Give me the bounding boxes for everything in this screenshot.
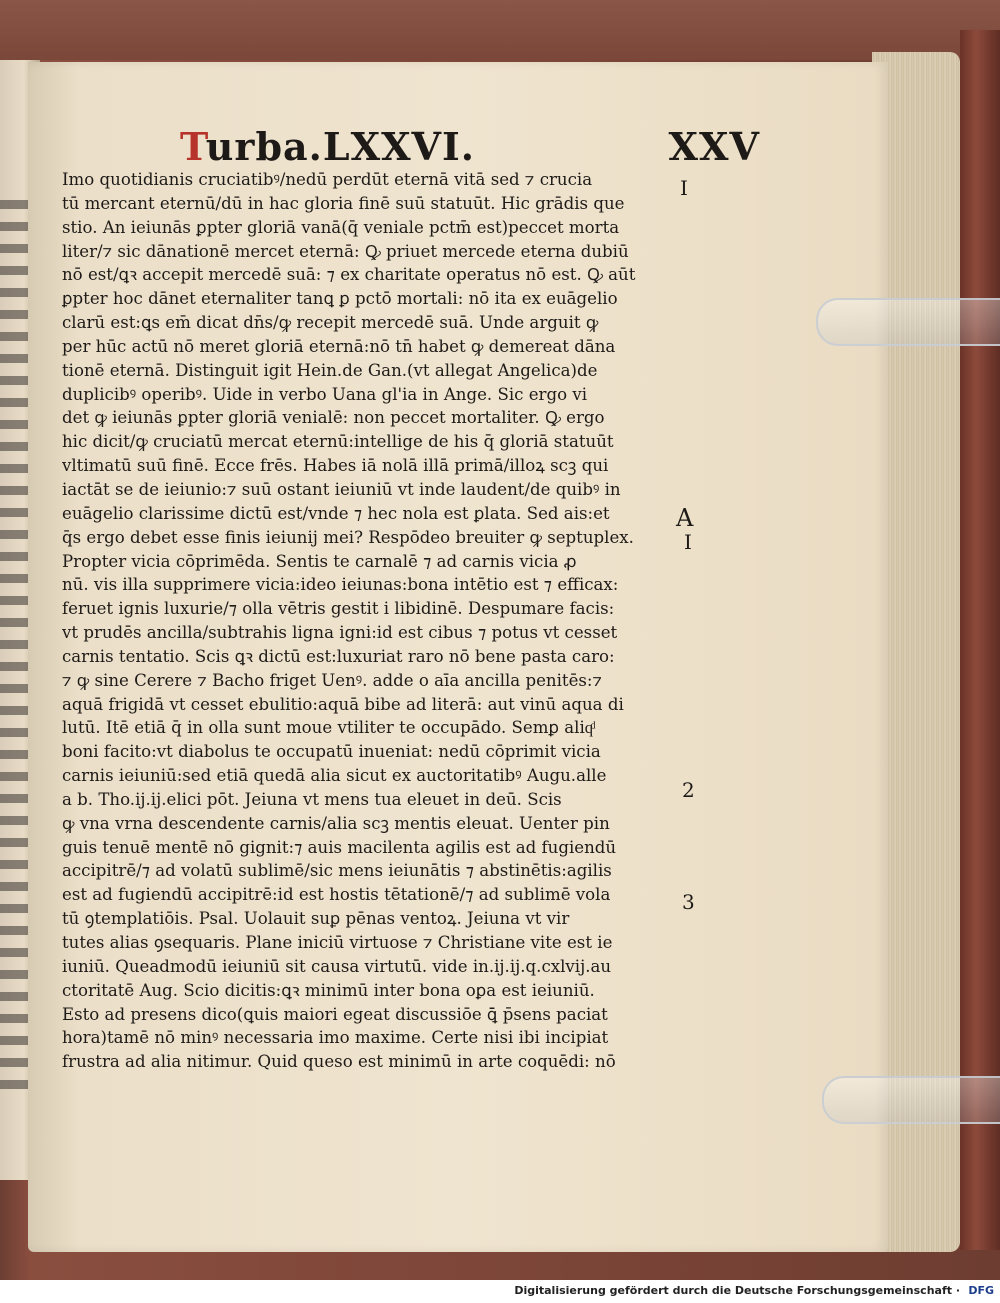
text-line: tū mercant eternū/dū in hac gloria finē suū statuūt. Hic grādis que (62, 193, 625, 213)
text-line: per hūc actū nō meret gloriā eternā:nō tn̄ habet ꝙ demereat dāna (62, 336, 616, 356)
marginal-note: I (680, 176, 688, 200)
text-line: hora)tamē nō minꝰ necessaria imo maxime. Certe nisi ibi incipiat (62, 1028, 609, 1048)
text-line: carnis ieiuniū:sed etiā quedā alia sicut ex auctoritatibꝰ Augu.alle (62, 766, 607, 786)
text-line: vltimatū suū finē. Ecce frēs. Habes iā nolā illā primā/illoꝝ scꝫ qui (62, 456, 609, 476)
marginal-note: I (684, 530, 692, 554)
book-binding (960, 30, 1000, 1250)
text-line: frustra ad alia nitimur. Quid queso est minimū in arte coquēdi: nō (62, 1052, 616, 1072)
text-line: carnis tentatio. Scis ꝗꝛ dictū est:luxuriat raro nō bene pasta caro: (62, 646, 615, 666)
text-line: q̄s ergo debet esse finis ieiunij mei? Respōdeo breuiter ꝙ septuplex. (62, 527, 634, 547)
text-line: tutes alias ꝯsequaris. Plane iniciū virtuose ⁊ Christiane vite est ie (62, 933, 613, 952)
text-line: stio. An ieiunās ꝑpter gloriā vanā(q̄ veniale pctm̄ est)peccet morta (62, 217, 620, 237)
marginal-note: 3 (682, 890, 695, 914)
dfg-logo: DFG (968, 1284, 994, 1297)
text-line: a b. Tho.ij.ij.elici pōt. Jeiuna vt mens tua eleuet in deū. Scis (62, 789, 562, 809)
text-line: liter/⁊ sic dānationē mercet eternā: Ꝙ priuet mercede eterna dubiū (62, 241, 629, 261)
text-line: ꝑpter hoc dānet eternaliter tanꝗ ꝑ pctō mortali: nō ita ex euāgelio (62, 289, 618, 309)
running-title (180, 124, 475, 169)
text-line: guis tenuē mentē nō gignit:⁊ auis macilenta agilis est ad fugiendū (62, 837, 617, 857)
text-line: nū. vis illa supprimere vicia:ideo ieiunas:bona intētio est ⁊ efficax: (62, 575, 619, 595)
text-line: hic dicit/ꝙ cruciatū mercat eternū:intellige de his q̄ gloriā statuūt (62, 432, 614, 452)
page-header (180, 124, 760, 174)
footer-bar (0, 1280, 1000, 1303)
page-clip-top (816, 298, 1000, 346)
text-line: aquā frigidā vt cesset ebulitio:aquā bibe ad literā: aut vinū aqua di (62, 694, 624, 714)
text-line: tionē eternā. Distinguit igit Hein.de Gan.(vt allegat Angelica)de (62, 360, 598, 380)
text-line: euāgelio clarissime dictū est/vnde ⁊ hec nola est ꝑlata. Sed ais:et (62, 503, 610, 523)
text-line: vt prudēs ancilla/subtrahis ligna igni:id est cibus ⁊ potus vt cesset (62, 623, 618, 643)
text-line: iactāt se de ieiunio:⁊ suū ostant ieiuniū vt inde laudent/de quibꝰ in (62, 479, 621, 499)
text-line: duplicibꝰ operibꝰ. Uide in verbo Uana gl'ia in Ange. Sic ergo vi (62, 384, 588, 404)
book-cover-top (0, 0, 1000, 60)
text-line: accipitrē/⁊ ad volatū sublimē/sic mens ieiunātis ⁊ abstinētis:agilis (62, 861, 612, 881)
text-line: lutū. Itē etiā q̄ in olla sunt moue vtiliter te occupādo. Semꝑ aliqͩ (62, 718, 594, 738)
page-clip-bottom (822, 1076, 1000, 1124)
text-line: ⁊ ꝙ sine Cerere ⁊ Bacho friget Uenꝰ. adde o aīa ancilla penitēs:⁊ (62, 670, 602, 690)
text-line: ꝙ vna vrna descendente carnis/alia scꝫ mentis eleuat. Uenter pin (62, 813, 610, 833)
text-line: nō est/ꝗꝛ accepit mercedē suā: ⁊ ex charitate operatus nō est. Ꝙ aūt (62, 265, 636, 285)
text-line: Propter vicia cōprimēda. Sentis te carnalē ⁊ ad carnis vicia ꝓ (62, 551, 577, 571)
marginal-note: A (676, 504, 694, 532)
body-text (62, 168, 702, 1074)
text-line: boni facito:vt diabolus te occupatū inueniat: nedū cōprimit vicia (62, 742, 601, 762)
text-line: est ad fugiendū accipitrē:id est hostis tētationē/⁊ ad sublimē vola (62, 885, 611, 905)
text-block (62, 124, 760, 1072)
running-title-text: urba.LXXVI. (205, 124, 476, 169)
text-line: tū ꝯtemplatiōis. Psal. Uolauit suꝑ pēnas ventoꝝ. Jeiuna vt vir (62, 909, 570, 929)
running-title-initial: T (180, 124, 206, 169)
text-line: Esto ad presens dico(ꝗuis maiori egeat discussiōe ꝗ̄ p̄sens paciat (62, 1004, 608, 1024)
text-line: iuniū. Queadmodū ieiuniū sit causa virtutū. vide in.ij.ij.q.cxlvij.au (62, 956, 612, 976)
text-line: Imo quotidianis cruciatibꝰ/nedū perdūt eternā vitā sed ⁊ crucia (62, 170, 593, 189)
text-line: feruet ignis luxurie/⁊ olla vētris gestit i libidinē. Despumare facis: (62, 599, 615, 619)
text-line: clarū est:ꝗs em̄ dicat dn̄s/ꝙ recepit mercedē suā. Unde arguit ꝙ (62, 313, 599, 333)
text-line: ctoritatē Aug. Scio dicitis:ꝗꝛ minimū inter bona oꝑa est ieiuniū. (62, 980, 595, 1000)
text-line: det ꝙ ieiunās ꝑpter gloriā venialē: non peccet mortaliter. Ꝙ ergo (62, 408, 605, 428)
marginal-note: 2 (682, 778, 695, 802)
footer-credit: Digitalisierung gefördert durch die Deutsche Forschungsgemeinschaft · (514, 1284, 960, 1297)
folio-number: XXV (668, 124, 760, 169)
previous-page-text (0, 200, 30, 1100)
